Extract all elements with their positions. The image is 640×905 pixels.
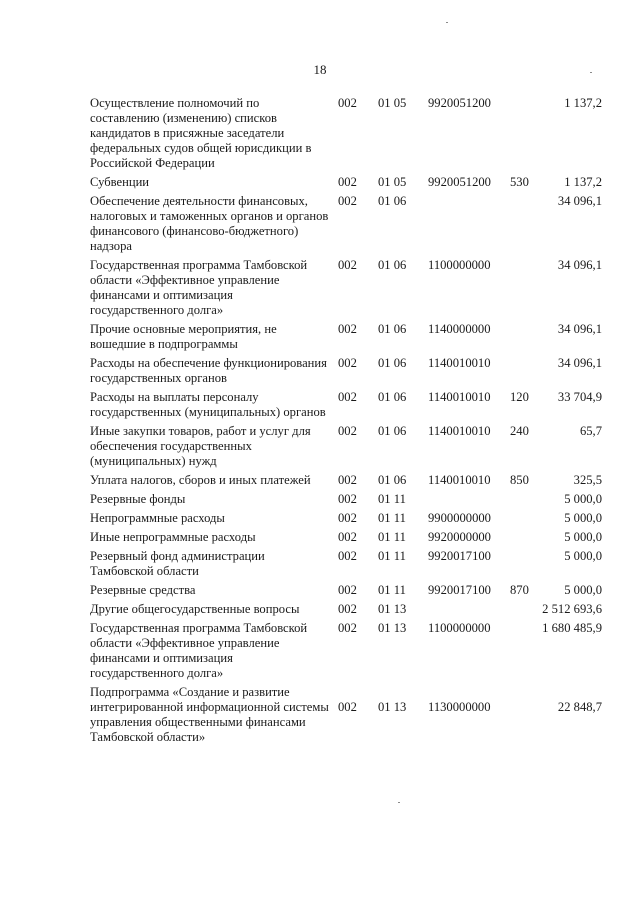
row-name: Подпрограмма «Создание и развитие интегрированной информационной системы управления общественными финансами Тамбовской области» <box>90 685 329 744</box>
table-row <box>90 356 610 386</box>
budget-table <box>90 96 610 749</box>
row-code: 002 <box>338 194 357 208</box>
table-row <box>90 424 610 469</box>
row-name: Другие общегосударственные вопросы <box>90 602 300 616</box>
table-row <box>90 621 610 681</box>
table-row <box>90 390 610 420</box>
row-code: 002 <box>338 530 357 544</box>
row-name: Резервные фонды <box>90 492 186 506</box>
table-row <box>90 511 610 526</box>
row-code: 002 <box>338 356 357 370</box>
table-row <box>90 175 610 190</box>
row-section: 01 13 <box>378 602 407 616</box>
table-row <box>90 96 610 171</box>
row-csr: 1100000000 <box>428 258 491 272</box>
row-name: Субвенции <box>90 175 150 189</box>
row-name: Резервный фонд администрации Тамбовской области <box>90 549 265 578</box>
row-name: Государственная программа Тамбовской области «Эффективное управление финансами и оптимизация государственного долга» <box>90 621 308 680</box>
row-sum: 5 000,0 <box>564 583 602 597</box>
row-name: Расходы на обеспечение функционирования государственных органов <box>90 356 327 385</box>
row-code: 002 <box>338 322 357 336</box>
row-section: 01 11 <box>378 511 406 525</box>
table-row <box>90 473 610 488</box>
row-section: 01 06 <box>378 473 407 487</box>
row-csr: 9900000000 <box>428 511 491 525</box>
scan-speck <box>446 22 448 23</box>
row-sum: 33 704,9 <box>557 390 602 404</box>
scan-speck <box>398 802 400 803</box>
row-csr: 1140000000 <box>428 322 491 336</box>
table-row <box>90 194 610 254</box>
table-row <box>90 602 610 617</box>
row-section: 01 05 <box>378 175 407 189</box>
table-row <box>90 685 610 745</box>
row-section: 01 13 <box>378 621 407 635</box>
row-section: 01 05 <box>378 96 407 110</box>
row-section: 01 06 <box>378 194 407 208</box>
row-vr: 850 <box>510 473 529 487</box>
row-name: Иные непрограммные расходы <box>90 530 256 544</box>
row-csr: 1140010010 <box>428 356 491 370</box>
row-vr: 120 <box>510 390 529 404</box>
row-code: 002 <box>338 511 357 525</box>
row-sum: 5 000,0 <box>564 549 602 563</box>
row-name: Обеспечение деятельности финансовых, налоговых и таможенных органов и органов финансового (финансово-бюджетного) надзора <box>90 194 329 253</box>
row-code: 002 <box>338 390 357 404</box>
row-csr: 1140010010 <box>428 424 491 438</box>
row-sum: 5 000,0 <box>564 492 602 506</box>
row-section: 01 11 <box>378 492 406 506</box>
row-section: 01 11 <box>378 583 406 597</box>
row-vr: 530 <box>510 175 529 189</box>
row-csr: 1100000000 <box>428 621 491 635</box>
scan-speck <box>590 72 592 73</box>
table-row <box>90 549 610 579</box>
row-code: 002 <box>338 492 357 506</box>
table-row <box>90 322 610 352</box>
row-sum: 1 137,2 <box>564 175 602 189</box>
row-section: 01 13 <box>378 700 407 714</box>
row-sum: 325,5 <box>573 473 602 487</box>
row-code: 002 <box>338 424 357 438</box>
row-sum: 1 137,2 <box>564 96 602 110</box>
row-section: 01 06 <box>378 322 407 336</box>
row-section: 01 06 <box>378 390 407 404</box>
row-code: 002 <box>338 621 357 635</box>
row-code: 002 <box>338 473 357 487</box>
row-vr: 240 <box>510 424 529 438</box>
row-sum: 34 096,1 <box>557 356 602 370</box>
row-sum: 1 680 485,9 <box>542 621 602 635</box>
row-code: 002 <box>338 700 357 714</box>
row-csr: 9920017100 <box>428 549 491 563</box>
row-csr: 1140010010 <box>428 473 491 487</box>
row-code: 002 <box>338 602 357 616</box>
row-section: 01 06 <box>378 258 407 272</box>
row-csr: 9920017100 <box>428 583 491 597</box>
row-name: Резервные средства <box>90 583 196 597</box>
row-sum: 65,7 <box>579 424 602 438</box>
row-section: 01 06 <box>378 424 407 438</box>
row-name: Уплата налогов, сборов и иных платежей <box>90 473 311 487</box>
row-code: 002 <box>338 96 357 110</box>
row-code: 002 <box>338 258 357 272</box>
table-row <box>90 492 610 507</box>
page-number: 18 <box>313 62 327 77</box>
table-row <box>90 583 610 598</box>
row-name: Прочие основные мероприятия, не вошедшие в подпрограммы <box>90 322 277 351</box>
row-code: 002 <box>338 175 357 189</box>
row-csr: 9920051200 <box>428 175 491 189</box>
row-name: Государственная программа Тамбовской области «Эффективное управление финансами и оптимизация государственного долга» <box>90 258 308 317</box>
row-code: 002 <box>338 549 357 563</box>
row-csr: 9920051200 <box>428 96 491 110</box>
row-sum: 34 096,1 <box>557 322 602 336</box>
row-csr: 9920000000 <box>428 530 491 544</box>
row-section: 01 11 <box>378 530 406 544</box>
row-section: 01 06 <box>378 356 407 370</box>
row-sum: 2 512 693,6 <box>542 602 602 616</box>
row-name: Иные закупки товаров, работ и услуг для обеспечения государственных (муниципальных) нужд <box>90 424 311 468</box>
row-sum: 5 000,0 <box>564 530 602 544</box>
row-name: Осуществление полномочий по составлению (изменению) списков кандидатов в присяжные заседатели федеральных судов общей юрисдикции в Российской Федерации <box>90 96 312 170</box>
row-sum: 34 096,1 <box>557 194 602 208</box>
row-section: 01 11 <box>378 549 406 563</box>
row-vr: 870 <box>510 583 529 597</box>
row-name: Непрограммные расходы <box>90 511 225 525</box>
row-code: 002 <box>338 583 357 597</box>
row-sum: 22 848,7 <box>557 700 602 714</box>
table-row <box>90 530 610 545</box>
row-name: Расходы на выплаты персоналу государственных (муниципальных) органов <box>90 390 326 419</box>
row-csr: 1140010010 <box>428 390 491 404</box>
row-csr: 1130000000 <box>428 700 491 714</box>
table-row <box>90 258 610 318</box>
row-sum: 34 096,1 <box>557 258 602 272</box>
row-sum: 5 000,0 <box>564 511 602 525</box>
